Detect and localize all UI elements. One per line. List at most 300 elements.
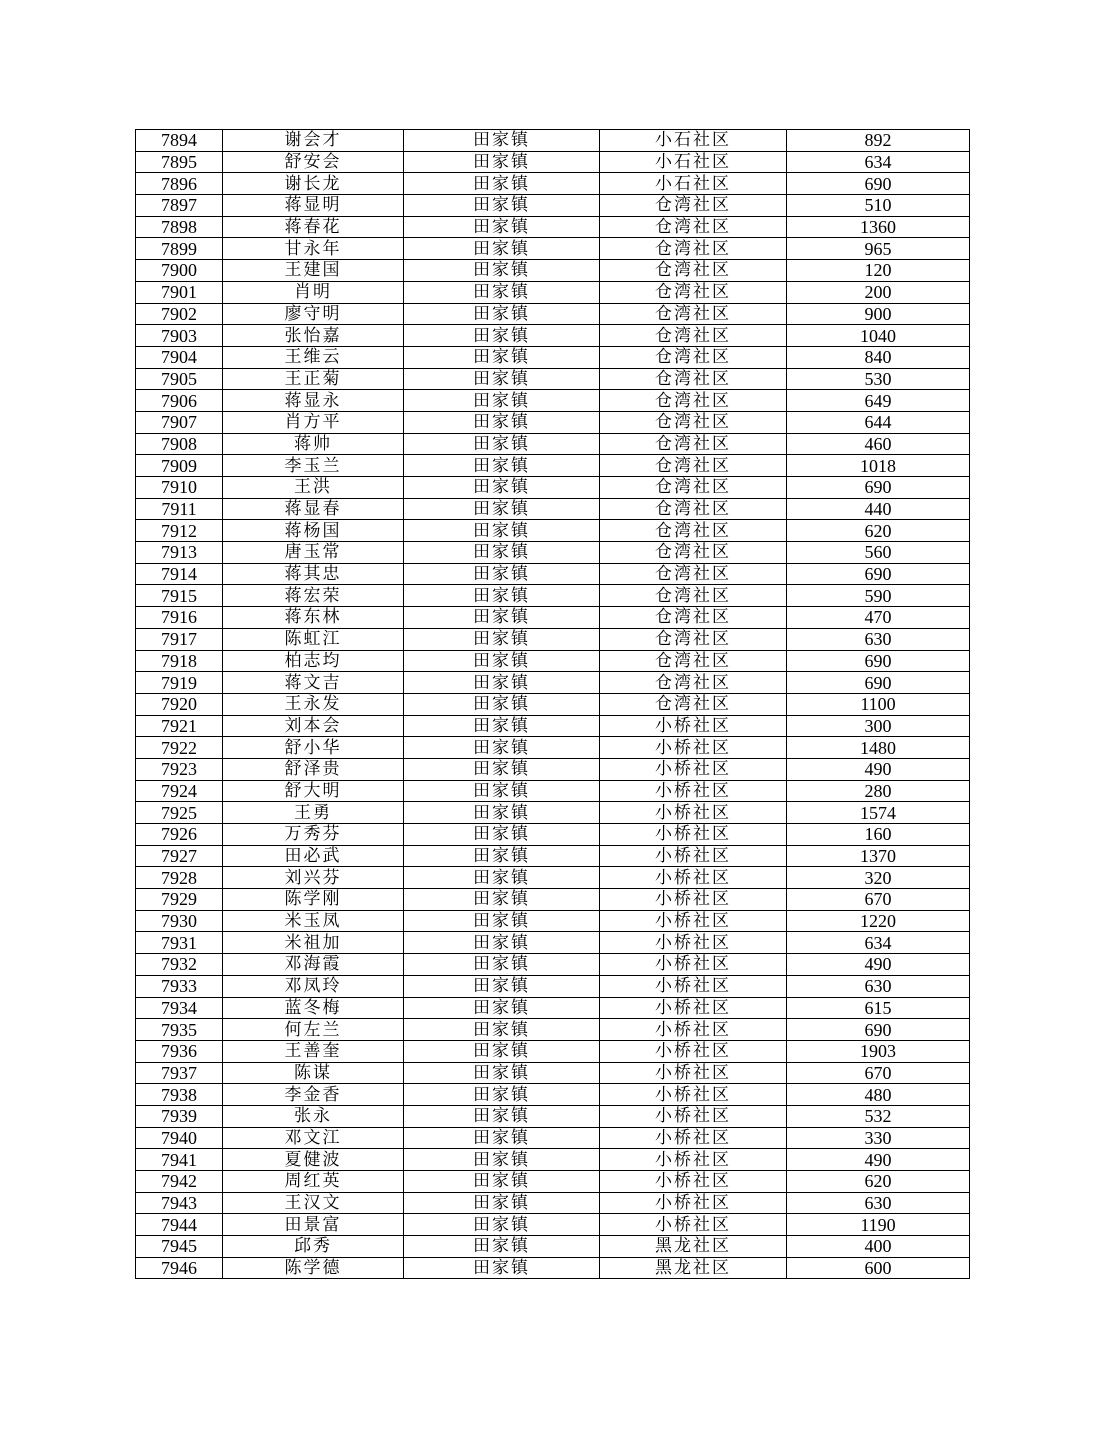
table-row: [136, 1127, 970, 1149]
town-cell: 田家镇: [404, 433, 600, 455]
community-cell: 小桥社区: [600, 737, 787, 759]
community-cell: 小桥社区: [600, 889, 787, 911]
table-row: [136, 824, 970, 846]
serial-number-cell: 7918: [136, 650, 223, 672]
serial-number-cell: 7937: [136, 1062, 223, 1084]
amount-cell: 480: [787, 1084, 970, 1106]
amount-cell: 1370: [787, 845, 970, 867]
serial-number-cell: 7942: [136, 1171, 223, 1193]
table-row: [136, 173, 970, 195]
amount-cell: 320: [787, 867, 970, 889]
serial-number-cell: 7930: [136, 910, 223, 932]
community-cell: 仓湾社区: [600, 477, 787, 499]
town-cell: 田家镇: [404, 238, 600, 260]
town-cell: 田家镇: [404, 1214, 600, 1236]
table-row: [136, 542, 970, 564]
serial-number-cell: 7897: [136, 195, 223, 217]
amount-cell: 620: [787, 520, 970, 542]
community-cell: 小桥社区: [600, 1040, 787, 1062]
amount-cell: 460: [787, 433, 970, 455]
table-row: [136, 1236, 970, 1258]
serial-number-cell: 7926: [136, 824, 223, 846]
name-cell: 李玉兰: [223, 455, 404, 477]
town-cell: 田家镇: [404, 520, 600, 542]
serial-number-cell: 7931: [136, 932, 223, 954]
community-cell: 小桥社区: [600, 997, 787, 1019]
serial-number-cell: 7925: [136, 802, 223, 824]
amount-cell: 690: [787, 672, 970, 694]
table-row: [136, 1214, 970, 1236]
community-cell: 仓湾社区: [600, 455, 787, 477]
community-cell: 小桥社区: [600, 715, 787, 737]
amount-cell: 200: [787, 281, 970, 303]
name-cell: 蒋宏荣: [223, 585, 404, 607]
table-row: [136, 954, 970, 976]
community-cell: 小桥社区: [600, 867, 787, 889]
town-cell: 田家镇: [404, 130, 600, 152]
amount-cell: 840: [787, 346, 970, 368]
name-cell: 谢会才: [223, 130, 404, 152]
town-cell: 田家镇: [404, 563, 600, 585]
serial-number-cell: 7928: [136, 867, 223, 889]
community-cell: 黑龙社区: [600, 1257, 787, 1279]
table-row: [136, 585, 970, 607]
town-cell: 田家镇: [404, 368, 600, 390]
name-cell: 肖明: [223, 281, 404, 303]
town-cell: 田家镇: [404, 346, 600, 368]
community-cell: 仓湾社区: [600, 607, 787, 629]
town-cell: 田家镇: [404, 325, 600, 347]
table-row: [136, 628, 970, 650]
amount-cell: 630: [787, 628, 970, 650]
amount-cell: 1190: [787, 1214, 970, 1236]
name-cell: 张永: [223, 1105, 404, 1127]
table-row: [136, 1171, 970, 1193]
name-cell: 王汉文: [223, 1192, 404, 1214]
community-cell: 小桥社区: [600, 845, 787, 867]
serial-number-cell: 7941: [136, 1149, 223, 1171]
serial-number-cell: 7915: [136, 585, 223, 607]
serial-number-cell: 7923: [136, 758, 223, 780]
community-cell: 仓湾社区: [600, 325, 787, 347]
table-row: [136, 1040, 970, 1062]
amount-cell: 965: [787, 238, 970, 260]
serial-number-cell: 7946: [136, 1257, 223, 1279]
serial-number-cell: 7940: [136, 1127, 223, 1149]
town-cell: 田家镇: [404, 411, 600, 433]
town-cell: 田家镇: [404, 1257, 600, 1279]
community-cell: 小石社区: [600, 151, 787, 173]
amount-cell: 510: [787, 195, 970, 217]
name-cell: 蒋显春: [223, 498, 404, 520]
name-cell: 刘本会: [223, 715, 404, 737]
town-cell: 田家镇: [404, 715, 600, 737]
serial-number-cell: 7896: [136, 173, 223, 195]
community-cell: 小桥社区: [600, 780, 787, 802]
name-cell: 陈学德: [223, 1257, 404, 1279]
community-cell: 小桥社区: [600, 932, 787, 954]
table-row: [136, 758, 970, 780]
amount-cell: 690: [787, 1019, 970, 1041]
community-cell: 仓湾社区: [600, 238, 787, 260]
table-row: [136, 1105, 970, 1127]
serial-number-cell: 7899: [136, 238, 223, 260]
name-cell: 舒小华: [223, 737, 404, 759]
serial-number-cell: 7894: [136, 130, 223, 152]
name-cell: 陈学刚: [223, 889, 404, 911]
serial-number-cell: 7922: [136, 737, 223, 759]
amount-cell: 630: [787, 1192, 970, 1214]
amount-cell: 300: [787, 715, 970, 737]
name-cell: 蒋杨国: [223, 520, 404, 542]
community-cell: 小桥社区: [600, 1105, 787, 1127]
serial-number-cell: 7921: [136, 715, 223, 737]
table-row: [136, 238, 970, 260]
amount-cell: 490: [787, 758, 970, 780]
amount-cell: 1220: [787, 910, 970, 932]
table-row: [136, 607, 970, 629]
table-row: [136, 997, 970, 1019]
town-cell: 田家镇: [404, 672, 600, 694]
amount-cell: 1018: [787, 455, 970, 477]
amount-cell: 1903: [787, 1040, 970, 1062]
serial-number-cell: 7913: [136, 542, 223, 564]
amount-cell: 615: [787, 997, 970, 1019]
table-row: [136, 563, 970, 585]
amount-cell: 280: [787, 780, 970, 802]
name-cell: 田景富: [223, 1214, 404, 1236]
amount-cell: 670: [787, 1062, 970, 1084]
town-cell: 田家镇: [404, 281, 600, 303]
amount-cell: 532: [787, 1105, 970, 1127]
amount-cell: 440: [787, 498, 970, 520]
name-cell: 王永发: [223, 693, 404, 715]
community-cell: 仓湾社区: [600, 390, 787, 412]
amount-cell: 1040: [787, 325, 970, 347]
serial-number-cell: 7939: [136, 1105, 223, 1127]
serial-number-cell: 7914: [136, 563, 223, 585]
town-cell: 田家镇: [404, 910, 600, 932]
serial-number-cell: 7929: [136, 889, 223, 911]
table-row: [136, 433, 970, 455]
serial-number-cell: 7907: [136, 411, 223, 433]
amount-cell: 590: [787, 585, 970, 607]
community-cell: 小桥社区: [600, 1019, 787, 1041]
name-cell: 王维云: [223, 346, 404, 368]
name-cell: 蒋帅: [223, 433, 404, 455]
amount-cell: 400: [787, 1236, 970, 1258]
serial-number-cell: 7917: [136, 628, 223, 650]
amount-cell: 690: [787, 477, 970, 499]
serial-number-cell: 7944: [136, 1214, 223, 1236]
table-row: [136, 130, 970, 152]
table-row: [136, 867, 970, 889]
serial-number-cell: 7916: [136, 607, 223, 629]
community-cell: 小桥社区: [600, 1084, 787, 1106]
community-cell: 仓湾社区: [600, 368, 787, 390]
town-cell: 田家镇: [404, 824, 600, 846]
amount-cell: 530: [787, 368, 970, 390]
table-row: [136, 910, 970, 932]
amount-cell: 644: [787, 411, 970, 433]
community-cell: 仓湾社区: [600, 628, 787, 650]
table-row: [136, 346, 970, 368]
community-cell: 仓湾社区: [600, 693, 787, 715]
community-cell: 小桥社区: [600, 954, 787, 976]
table-row: [136, 368, 970, 390]
name-cell: 唐玉常: [223, 542, 404, 564]
community-cell: 黑龙社区: [600, 1236, 787, 1258]
town-cell: 田家镇: [404, 1062, 600, 1084]
town-cell: 田家镇: [404, 1084, 600, 1106]
serial-number-cell: 7927: [136, 845, 223, 867]
name-cell: 张怡嘉: [223, 325, 404, 347]
community-cell: 仓湾社区: [600, 260, 787, 282]
name-cell: 周红英: [223, 1171, 404, 1193]
amount-cell: 1360: [787, 216, 970, 238]
table-row: [136, 650, 970, 672]
community-cell: 仓湾社区: [600, 498, 787, 520]
community-cell: 仓湾社区: [600, 433, 787, 455]
serial-number-cell: 7903: [136, 325, 223, 347]
name-cell: 米玉凤: [223, 910, 404, 932]
name-cell: 刘兴芬: [223, 867, 404, 889]
table-row: [136, 281, 970, 303]
serial-number-cell: 7900: [136, 260, 223, 282]
community-cell: 小石社区: [600, 130, 787, 152]
table-row: [136, 1149, 970, 1171]
name-cell: 王洪: [223, 477, 404, 499]
name-cell: 舒安会: [223, 151, 404, 173]
amount-cell: 690: [787, 173, 970, 195]
table-row: [136, 802, 970, 824]
town-cell: 田家镇: [404, 498, 600, 520]
table-row: [136, 932, 970, 954]
name-cell: 蓝冬梅: [223, 997, 404, 1019]
town-cell: 田家镇: [404, 845, 600, 867]
serial-number-cell: 7904: [136, 346, 223, 368]
name-cell: 蒋显永: [223, 390, 404, 412]
amount-cell: 560: [787, 542, 970, 564]
amount-cell: 630: [787, 975, 970, 997]
name-cell: 陈虹江: [223, 628, 404, 650]
amount-cell: 690: [787, 650, 970, 672]
town-cell: 田家镇: [404, 997, 600, 1019]
amount-cell: 1100: [787, 693, 970, 715]
town-cell: 田家镇: [404, 542, 600, 564]
table-row: [136, 1192, 970, 1214]
town-cell: 田家镇: [404, 758, 600, 780]
name-cell: 廖守明: [223, 303, 404, 325]
community-cell: 仓湾社区: [600, 346, 787, 368]
serial-number-cell: 7934: [136, 997, 223, 1019]
amount-cell: 490: [787, 1149, 970, 1171]
town-cell: 田家镇: [404, 260, 600, 282]
community-cell: 小桥社区: [600, 802, 787, 824]
name-cell: 王善奎: [223, 1040, 404, 1062]
serial-number-cell: 7902: [136, 303, 223, 325]
serial-number-cell: 7912: [136, 520, 223, 542]
community-cell: 小桥社区: [600, 1192, 787, 1214]
community-cell: 小桥社区: [600, 1127, 787, 1149]
name-cell: 何左兰: [223, 1019, 404, 1041]
serial-number-cell: 7933: [136, 975, 223, 997]
community-cell: 仓湾社区: [600, 281, 787, 303]
amount-cell: 900: [787, 303, 970, 325]
town-cell: 田家镇: [404, 303, 600, 325]
serial-number-cell: 7943: [136, 1192, 223, 1214]
amount-cell: 620: [787, 1171, 970, 1193]
amount-cell: 120: [787, 260, 970, 282]
table-row: [136, 780, 970, 802]
community-cell: 小石社区: [600, 173, 787, 195]
table-row: [136, 260, 970, 282]
town-cell: 田家镇: [404, 954, 600, 976]
serial-number-cell: 7924: [136, 780, 223, 802]
table-body: [136, 130, 970, 1279]
serial-number-cell: 7932: [136, 954, 223, 976]
serial-number-cell: 7901: [136, 281, 223, 303]
serial-number-cell: 7898: [136, 216, 223, 238]
town-cell: 田家镇: [404, 780, 600, 802]
community-cell: 仓湾社区: [600, 585, 787, 607]
amount-cell: 1574: [787, 802, 970, 824]
amount-cell: 892: [787, 130, 970, 152]
name-cell: 王建国: [223, 260, 404, 282]
serial-number-cell: 7919: [136, 672, 223, 694]
town-cell: 田家镇: [404, 628, 600, 650]
amount-cell: 490: [787, 954, 970, 976]
table-row: [136, 303, 970, 325]
table-row: [136, 1084, 970, 1106]
community-cell: 仓湾社区: [600, 542, 787, 564]
community-cell: 小桥社区: [600, 975, 787, 997]
name-cell: 蒋其忠: [223, 563, 404, 585]
table-row: [136, 195, 970, 217]
amount-cell: 600: [787, 1257, 970, 1279]
town-cell: 田家镇: [404, 737, 600, 759]
name-cell: 蒋显明: [223, 195, 404, 217]
community-cell: 小桥社区: [600, 1062, 787, 1084]
name-cell: 田必武: [223, 845, 404, 867]
serial-number-cell: 7911: [136, 498, 223, 520]
town-cell: 田家镇: [404, 216, 600, 238]
community-cell: 小桥社区: [600, 1171, 787, 1193]
table-row: [136, 1019, 970, 1041]
name-cell: 李金香: [223, 1084, 404, 1106]
town-cell: 田家镇: [404, 455, 600, 477]
community-cell: 小桥社区: [600, 1214, 787, 1236]
name-cell: 邓凤玲: [223, 975, 404, 997]
table-row: [136, 845, 970, 867]
town-cell: 田家镇: [404, 650, 600, 672]
community-cell: 仓湾社区: [600, 216, 787, 238]
town-cell: 田家镇: [404, 195, 600, 217]
name-cell: 万秀芬: [223, 824, 404, 846]
name-cell: 蒋文吉: [223, 672, 404, 694]
amount-cell: 1480: [787, 737, 970, 759]
town-cell: 田家镇: [404, 1171, 600, 1193]
name-cell: 柏志均: [223, 650, 404, 672]
town-cell: 田家镇: [404, 390, 600, 412]
name-cell: 舒大明: [223, 780, 404, 802]
name-cell: 陈谋: [223, 1062, 404, 1084]
amount-cell: 690: [787, 563, 970, 585]
serial-number-cell: 7938: [136, 1084, 223, 1106]
town-cell: 田家镇: [404, 932, 600, 954]
serial-number-cell: 7895: [136, 151, 223, 173]
community-cell: 小桥社区: [600, 824, 787, 846]
table-row: [136, 737, 970, 759]
name-cell: 邓文江: [223, 1127, 404, 1149]
town-cell: 田家镇: [404, 1127, 600, 1149]
serial-number-cell: 7920: [136, 693, 223, 715]
amount-cell: 160: [787, 824, 970, 846]
table-row: [136, 520, 970, 542]
amount-cell: 649: [787, 390, 970, 412]
amount-cell: 470: [787, 607, 970, 629]
community-cell: 仓湾社区: [600, 672, 787, 694]
name-cell: 王勇: [223, 802, 404, 824]
town-cell: 田家镇: [404, 802, 600, 824]
amount-cell: 634: [787, 932, 970, 954]
table-row: [136, 889, 970, 911]
town-cell: 田家镇: [404, 151, 600, 173]
town-cell: 田家镇: [404, 1105, 600, 1127]
community-cell: 仓湾社区: [600, 650, 787, 672]
table-row: [136, 975, 970, 997]
community-cell: 小桥社区: [600, 758, 787, 780]
table-row: [136, 693, 970, 715]
town-cell: 田家镇: [404, 607, 600, 629]
town-cell: 田家镇: [404, 1236, 600, 1258]
town-cell: 田家镇: [404, 173, 600, 195]
table-row: [136, 390, 970, 412]
serial-number-cell: 7936: [136, 1040, 223, 1062]
serial-number-cell: 7935: [136, 1019, 223, 1041]
serial-number-cell: 7908: [136, 433, 223, 455]
serial-number-cell: 7905: [136, 368, 223, 390]
name-cell: 甘永年: [223, 238, 404, 260]
name-cell: 王正菊: [223, 368, 404, 390]
records-table: [135, 129, 970, 1279]
name-cell: 夏健波: [223, 1149, 404, 1171]
table-row: [136, 715, 970, 737]
name-cell: 舒泽贵: [223, 758, 404, 780]
table-row: [136, 216, 970, 238]
table-row: [136, 498, 970, 520]
table-row: [136, 411, 970, 433]
serial-number-cell: 7945: [136, 1236, 223, 1258]
table-row: [136, 151, 970, 173]
amount-cell: 670: [787, 889, 970, 911]
town-cell: 田家镇: [404, 1040, 600, 1062]
table-row: [136, 1257, 970, 1279]
town-cell: 田家镇: [404, 1192, 600, 1214]
name-cell: 邱秀: [223, 1236, 404, 1258]
table-row: [136, 455, 970, 477]
town-cell: 田家镇: [404, 889, 600, 911]
table-row: [136, 672, 970, 694]
community-cell: 仓湾社区: [600, 563, 787, 585]
name-cell: 肖方平: [223, 411, 404, 433]
town-cell: 田家镇: [404, 477, 600, 499]
town-cell: 田家镇: [404, 693, 600, 715]
community-cell: 仓湾社区: [600, 520, 787, 542]
town-cell: 田家镇: [404, 975, 600, 997]
community-cell: 小桥社区: [600, 1149, 787, 1171]
name-cell: 谢长龙: [223, 173, 404, 195]
